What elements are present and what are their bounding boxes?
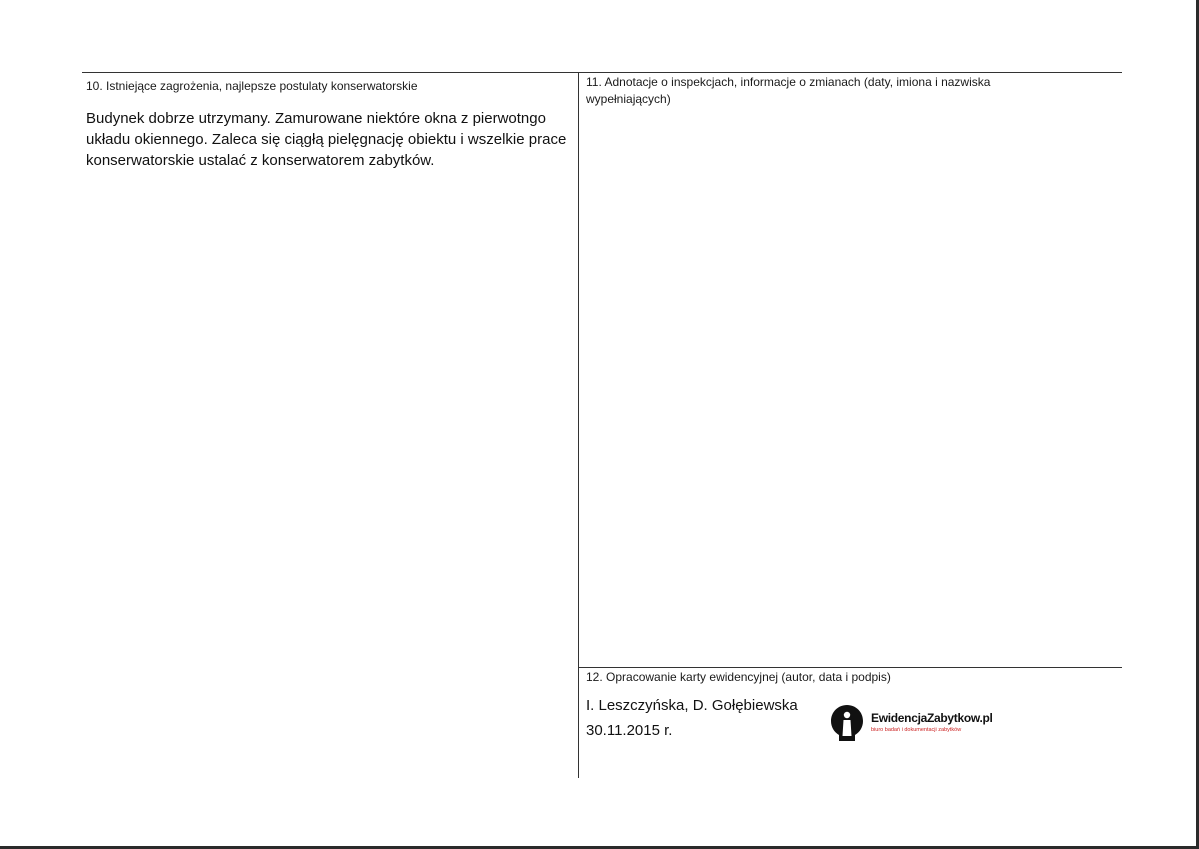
logo (831, 705, 1001, 745)
section10-text (86, 108, 566, 171)
logo-tagline: biuro badań i dokumentacji zabytków (871, 727, 962, 733)
section10-label: 10. Istniejące zagrożenia, najlepsze postulaty konserwatorskie (86, 79, 418, 93)
section10-line-1: Budynek dobrze utrzymany. Zamurowane niektóre okna z pierwotngo (86, 110, 546, 127)
top-rule (82, 72, 1122, 73)
section11-label-line-1: 11. Adnotacje o inspekcjach, informacje o zmianach (daty, imiona i nazwiska (586, 75, 991, 89)
section11-label (586, 74, 990, 108)
section11-label-line-2: wypełniających) (586, 92, 671, 106)
column-divider (578, 72, 579, 778)
section12-rule (578, 667, 1122, 668)
section10-line-3: konserwatorskie ustalać z konserwatorem zabytków. (86, 152, 435, 169)
keyhole-figure-icon (831, 705, 863, 741)
logo-name: EwidencjaZabytkow.pl (871, 711, 993, 725)
section10-line-2: układu okiennego. Zaleca się ciągłą pielęgnację obiektu i wszelkie prace (86, 131, 567, 148)
section12-date: 30.11.2015 r. (586, 722, 673, 739)
section12-label: 12. Opracowanie karty ewidencyjnej (autor, data i podpis) (586, 670, 891, 684)
section12-authors: I. Leszczyńska, D. Gołębiewska (586, 697, 798, 714)
